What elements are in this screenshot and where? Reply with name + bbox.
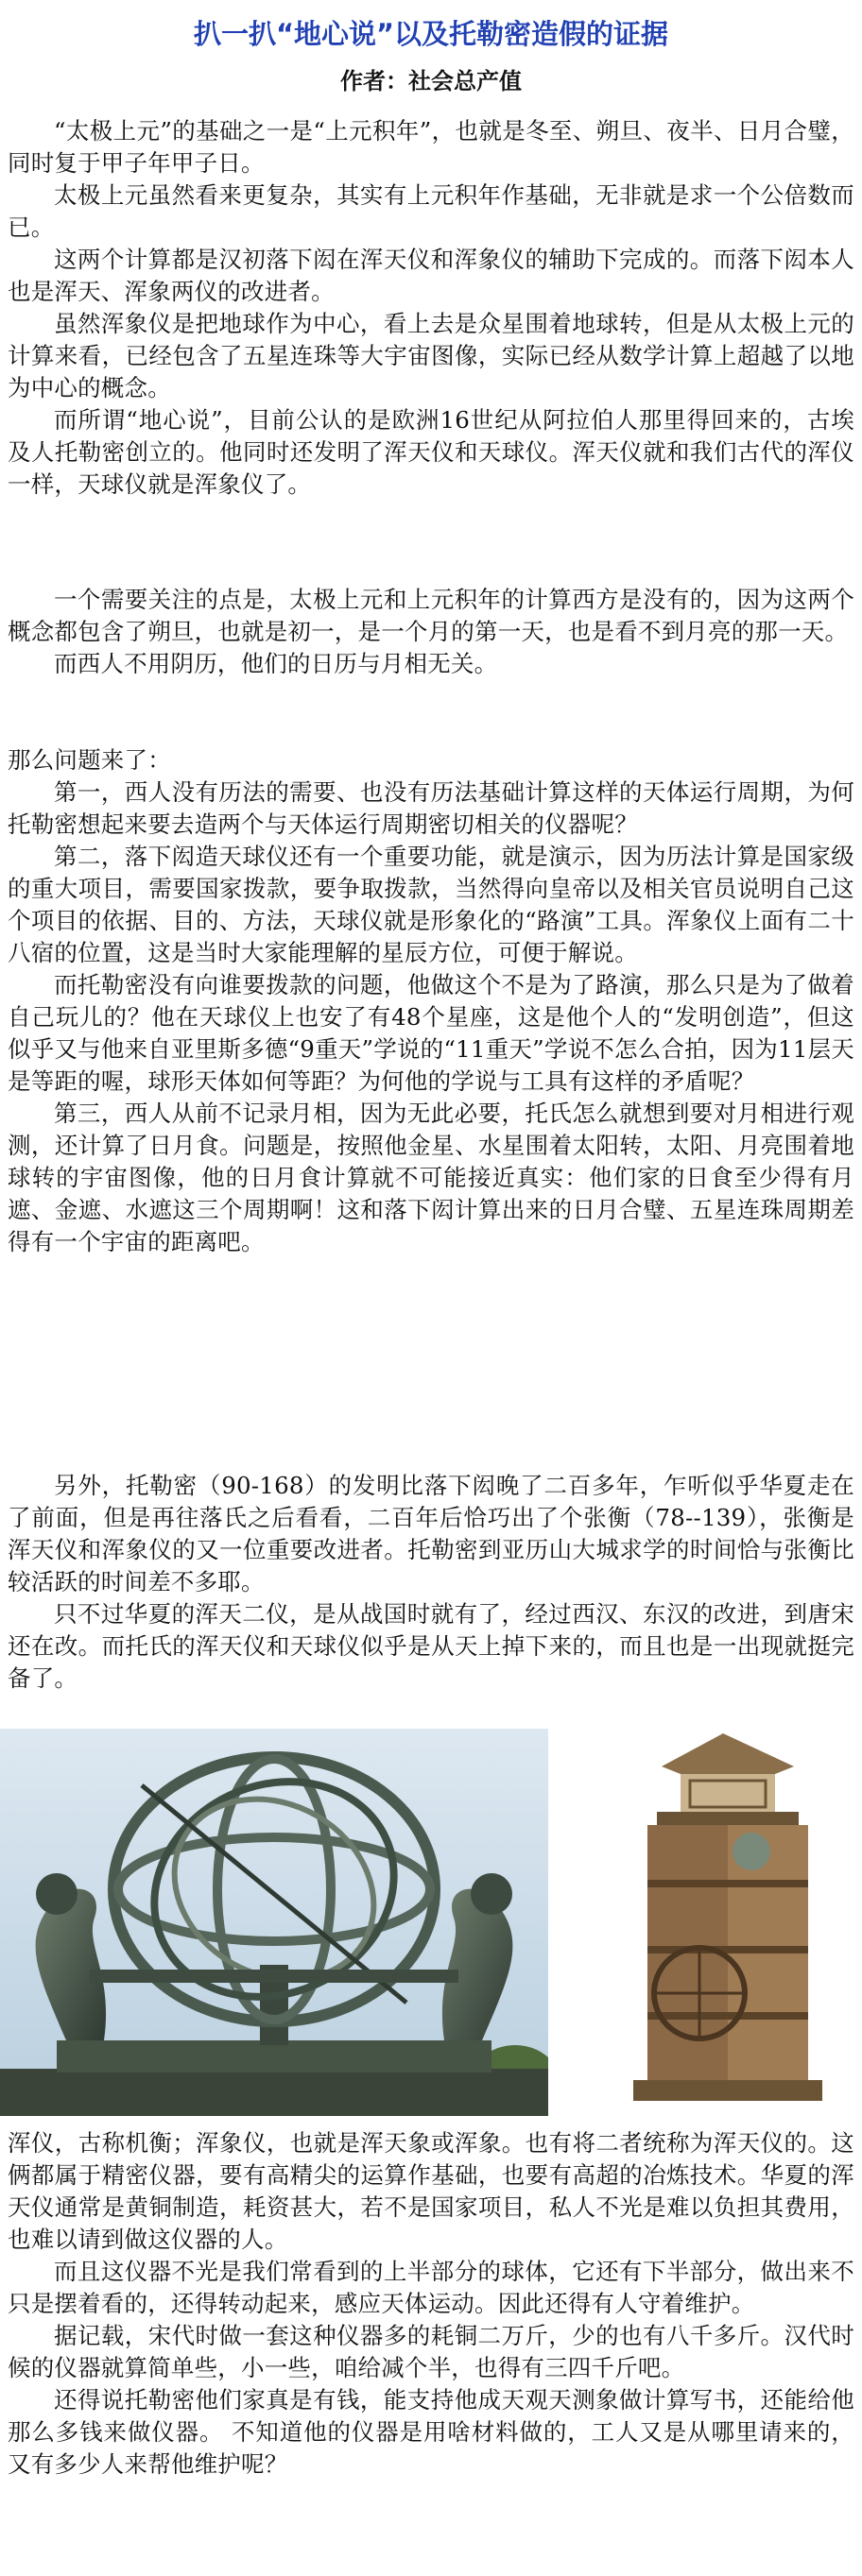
- paragraph: “太极上元”的基础之一是“上元积年”，也就是冬至、朔旦、夜半、日月合璧，同时复于甲子年甲子日。: [8, 117, 854, 177]
- armillary-sphere-photo: [0, 1729, 548, 2116]
- paragraph: 而托勒密没有向谁要拨款的问题，他做这个不是为了路演，那么只是为了做着自己玩儿的？他在天球仪上也安了有48个星座，这是他个人的“发明创造”，但这似乎又与他来自亚里斯多德“9重天”学说的“11重天”学说不怎么合拍，因为11层天是等距的喔，球形天体如何等距？为何他的学说与工具有这样的矛盾呢？: [8, 971, 854, 1095]
- paragraph: 这两个计算都是汉初落下闳在浑天仪和浑象仪的辅助下完成的。而落下闳本人也是浑天、浑象两仪的改进者。: [8, 246, 854, 305]
- article-author: 作者：社会总产值: [340, 67, 522, 94]
- section-1: [8, 115, 854, 501]
- section-4: [8, 1470, 854, 1695]
- astronomical-clock-tower-icon: [605, 1729, 841, 2116]
- paragraph: 据记载，宋代时做一套这种仪器多的耗铜二万斤，少的也有八千多斤。汉代时候的仪器就算简单些，小一些，咱给减个半，也得有三四千斤吧。: [8, 2322, 854, 2381]
- paragraph: 太极上元虽然看来更复杂，其实有上元积年作基础，无非就是求一个公倍数而已。: [8, 181, 854, 241]
- paragraph: 第一，西人没有历法的需要、也没有历法基础计算这样的天体运行周期，为何托勒密想起来要去造两个与天体运行周期密切相关的仪器呢？: [8, 778, 854, 838]
- section-5: [8, 2127, 854, 2481]
- paragraph: 只不过华夏的浑天二仪，是从战国时就有了，经过西汉、东汉的改进，到唐宋还在改。而托氏的浑天仪和天球仪似乎是从天上掉下来的，而且也是一出现就挺完备了。: [8, 1600, 854, 1692]
- section-2: [8, 584, 854, 680]
- section-heading: 那么问题来了：: [8, 746, 171, 774]
- paragraph: 而西人不用阴历，他们的日历与月相无关。: [54, 650, 498, 677]
- section-3: [8, 744, 854, 1258]
- paragraph: 虽然浑象仪是把地球作为中心，看上去是众星围着地球转，但是从太极上元的计算来看，已经包含了五星连珠等大宇宙图像，实际已经从数学计算上超越了以地为中心的概念。: [8, 310, 854, 401]
- paragraph: 另外，托勒密（90-168）的发明比落下闳晚了二百多年，乍听似乎华夏走在了前面，但是再往落氏之后看看，二百年后恰巧出了个张衡（78--139），张衡是浑天仪和浑象仪的又一位重要改进者。托勒密到亚历山大城求学的时间恰与张衡比较活跃的时间差不多耶。: [8, 1472, 854, 1595]
- paragraph: 而所谓“地心说”，目前公认的是欧洲16世纪从阿拉伯人那里得回来的，古埃及人托勒密创立的。他同时还发明了浑天仪和天球仪。浑天仪就和我们古代的浑仪一样，天球仪就是浑象仪了。: [8, 406, 854, 498]
- paragraph: 而且这仪器不光是我们常看到的上半部分的球体，它还有下半部分，做出来不只是摆着看的，还得转动起来，感应天体运动。因此还得有人守着维护。: [8, 2258, 854, 2317]
- armillary-sphere-bronze-icon: [0, 1729, 548, 2116]
- clock-tower-illustration: [605, 1729, 841, 2116]
- paragraph: 第三，西人从前不记录月相，因为无此必要，托氏怎么就想到要对月相进行观测，还计算了日月食。问题是，按照他金星、水星围着太阳转，太阳、月亮围着地球转的宇宙图像，他的日月食计算就不可能接近真实：他们家的日食至少得有月遮、金遮、水遮这三个周期啊！这和落下闳计算出来的日月合璧、五星连珠周期差得有一个宇宙的距离吧。: [8, 1100, 854, 1255]
- paragraph: 还得说托勒密他们家真是有钱，能支持他成天观天测象做计算写书，还能给他那么多钱来做仪器。 不知道他的仪器是用啥材料做的，工人又是从哪里请来的，又有多少人来帮他维护呢？: [8, 2386, 854, 2478]
- article-title: 扒一扒“地心说”以及托勒密造假的证据: [193, 18, 669, 50]
- paragraph: 第二，落下闳造天球仪还有一个重要功能，就是演示，因为历法计算是国家级的重大项目，需要国家拨款，要争取拨款，当然得向皇帝以及相关官员说明自己这个项目的依据、目的、方法，天球仪就是形象化的“路演”工具。浑象仪上面有二十八宿的位置，这是当时大家能理解的星辰方位，可便于解说。: [8, 843, 854, 966]
- paragraph: 浑仪，古称机衡；浑象仪，也就是浑天象或浑象。也有将二者统称为浑天仪的。这俩都属于精密仪器，要有高精尖的运算作基础，也要有高超的冶炼技术。华夏的浑天仪通常是黄铜制造，耗资甚大，若不是国家项目，私人不光是难以负担其费用，也难以请到做这仪器的人。: [8, 2129, 854, 2253]
- paragraph: 一个需要关注的点是，太极上元和上元积年的计算西方是没有的，因为这两个概念都包含了朔旦，也就是初一，是一个月的第一天，也是看不到月亮的那一天。: [8, 586, 854, 645]
